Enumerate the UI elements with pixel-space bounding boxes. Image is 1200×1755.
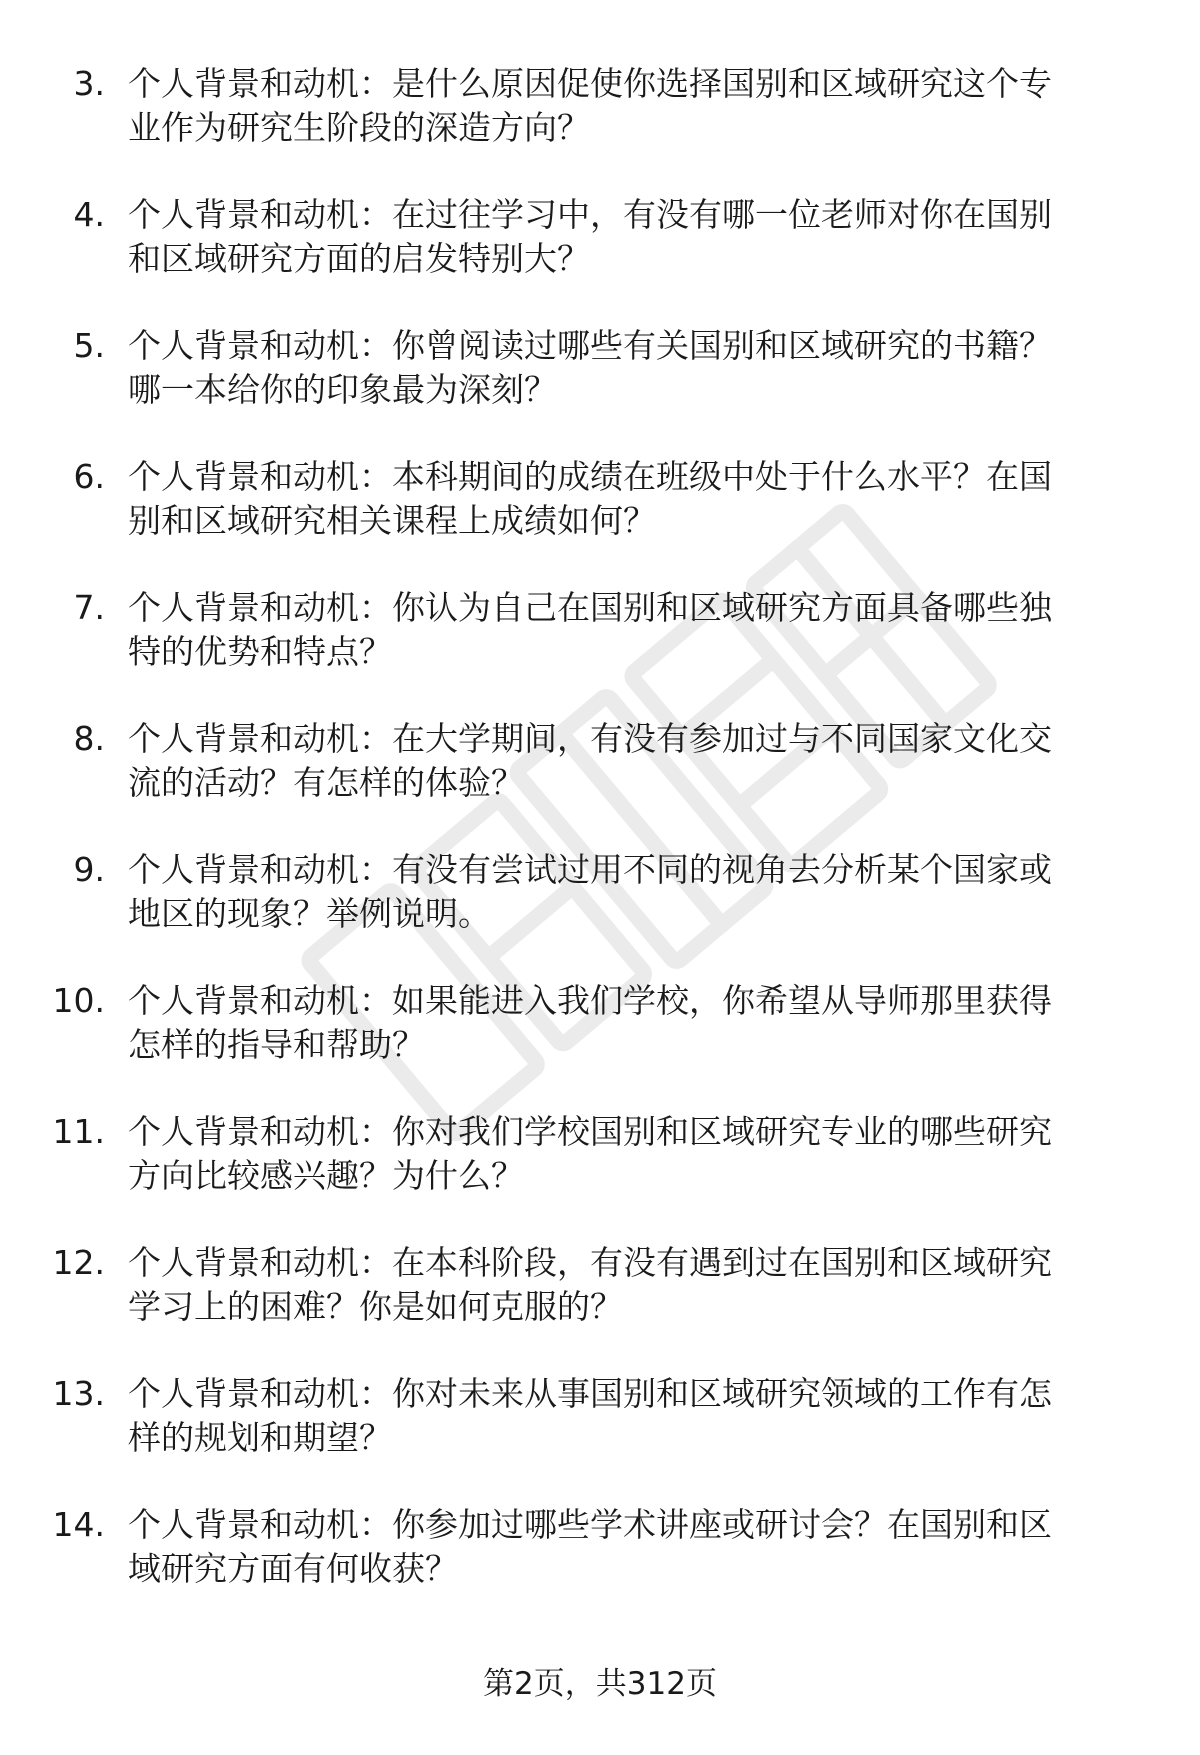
question-text-line: 个人背景和动机：在本科阶段，有没有遇到过在国别和区域研究: [128, 1243, 1052, 1282]
question-text-line: 怎样的指导和帮助？: [128, 1025, 425, 1064]
question-text-line: 流的活动？有怎样的体验？: [128, 763, 524, 802]
question-text-line: 和区域研究方面的启发特别大？: [128, 239, 590, 278]
question-item: [0, 193, 1200, 324]
question-text-line: 特的优势和特点？: [128, 632, 392, 671]
question-text: [128, 455, 1140, 543]
question-number: 12.: [52, 1243, 105, 1282]
question-number: 7.: [73, 588, 105, 627]
question-text: [128, 1241, 1140, 1329]
question-text-line: 个人背景和动机：你曾阅读过哪些有关国别和区域研究的书籍？: [128, 326, 1052, 365]
question-text-line: 个人背景和动机：有没有尝试过用不同的视角去分析某个国家或: [128, 850, 1052, 889]
question-text-line: 个人背景和动机：本科期间的成绩在班级中处于什么水平？在国: [128, 457, 1052, 496]
question-text: [128, 1503, 1140, 1591]
question-text-line: 个人背景和动机：你认为自己在国别和区域研究方面具备哪些独: [128, 588, 1052, 627]
page-number: 第2页，共312页: [483, 1666, 717, 1702]
question-text-line: 个人背景和动机：你对我们学校国别和区域研究专业的哪些研究: [128, 1112, 1052, 1151]
question-number: 13.: [52, 1374, 105, 1413]
question-number: 3.: [73, 64, 105, 103]
question-number: 4.: [73, 195, 105, 234]
question-text-line: 方向比较感兴趣？为什么？: [128, 1156, 524, 1195]
question-item: [0, 455, 1200, 586]
question-number: 5.: [73, 326, 105, 365]
question-text: [128, 1110, 1140, 1198]
question-item: [0, 1503, 1200, 1634]
question-item: [0, 324, 1200, 455]
question-text-line: 别和区域研究相关课程上成绩如何？: [128, 501, 656, 540]
question-text-line: 学习上的困难？你是如何克服的？: [128, 1287, 623, 1326]
question-text: [128, 848, 1140, 936]
question-text-line: 个人背景和动机：是什么原因促使你选择国别和区域研究这个专: [128, 64, 1052, 103]
question-number: 6.: [73, 457, 105, 496]
question-text: [128, 193, 1140, 281]
question-number: 8.: [73, 719, 105, 758]
question-item: [0, 62, 1200, 193]
question-text-line: 样的规划和期望？: [128, 1418, 392, 1457]
question-text: [128, 1372, 1140, 1460]
question-text-line: 个人背景和动机：在大学期间，有没有参加过与不同国家文化交: [128, 719, 1052, 758]
question-text: [128, 586, 1140, 674]
question-item: [0, 717, 1200, 848]
question-number: 11.: [52, 1112, 105, 1151]
question-text: [128, 979, 1140, 1067]
question-text: [128, 324, 1140, 412]
question-text-line: 个人背景和动机：在过往学习中，有没有哪一位老师对你在国别: [128, 195, 1052, 234]
question-item: [0, 979, 1200, 1110]
question-item: [0, 586, 1200, 717]
question-text-line: 哪一本给你的印象最为深刻？: [128, 370, 557, 409]
question-text-line: 个人背景和动机：你参加过哪些学术讲座或研讨会？在国别和区: [128, 1505, 1052, 1544]
question-item: [0, 1110, 1200, 1241]
question-item: [0, 1241, 1200, 1372]
question-number: 9.: [73, 850, 105, 889]
question-text-line: 业作为研究生阶段的深造方向？: [128, 108, 590, 147]
question-text: [128, 62, 1140, 150]
question-text-line: 个人背景和动机：你对未来从事国别和区域研究领域的工作有怎: [128, 1374, 1052, 1413]
question-text-line: 地区的现象？举例说明。: [128, 894, 491, 933]
question-item: [0, 848, 1200, 979]
question-number: 14.: [52, 1505, 105, 1544]
question-text-line: 域研究方面有何收获？: [128, 1549, 458, 1588]
question-text-line: 个人背景和动机：如果能进入我们学校，你希望从导师那里获得: [128, 981, 1052, 1020]
question-text: [128, 717, 1140, 805]
question-list: [0, 62, 1200, 1634]
question-number: 10.: [52, 981, 105, 1020]
question-item: [0, 1372, 1200, 1503]
